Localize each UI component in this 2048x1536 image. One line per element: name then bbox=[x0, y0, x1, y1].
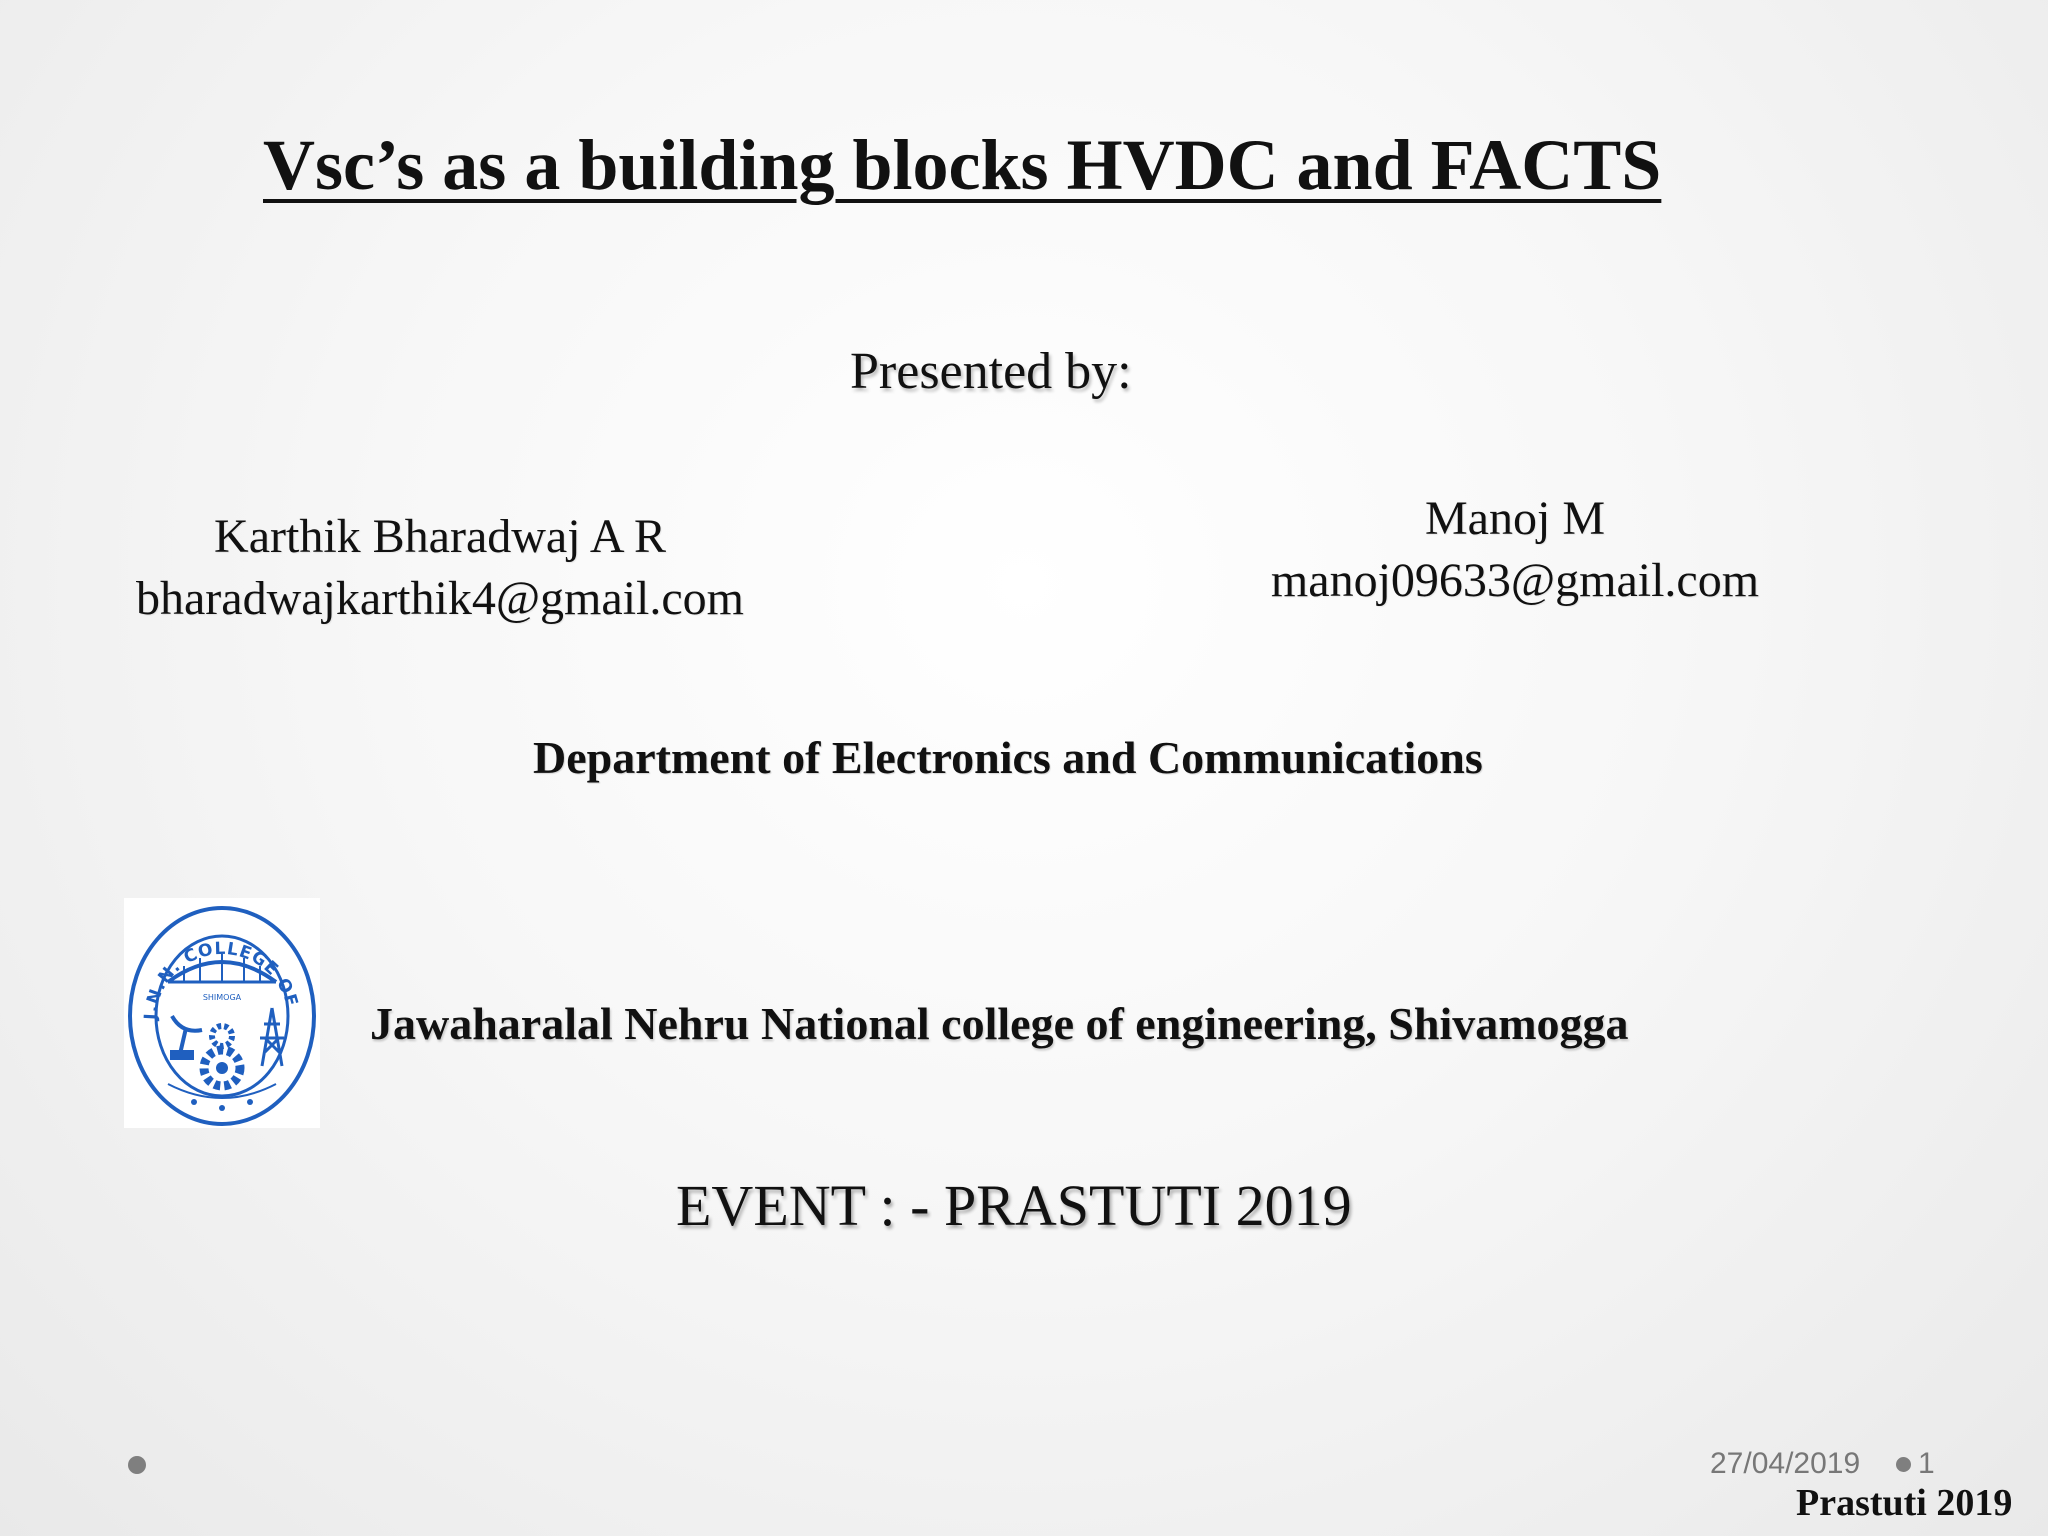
logo-center-text: SHIMOGA bbox=[202, 993, 242, 1002]
presented-by-label: Presented by: bbox=[850, 343, 1132, 400]
college-seal-logo bbox=[124, 898, 320, 1128]
event-title: EVENT : - PRASTUTI 2019 bbox=[676, 1173, 1352, 1238]
logo-ring-text: J.N.N. COLLEGE OF bbox=[140, 938, 302, 1021]
college-seal-icon bbox=[124, 898, 320, 1128]
footer-date: 27/04/2019 bbox=[1710, 1447, 1861, 1480]
college-name: Jawaharalal Nehru National college of engineering, Shivamogga bbox=[370, 998, 1629, 1049]
slide-number: 1 bbox=[1918, 1447, 1935, 1480]
presenter-card-1 bbox=[110, 506, 770, 630]
footer-dot-icon bbox=[1896, 1457, 1911, 1472]
presenter-email: bharadwajkarthik4@gmail.com bbox=[135, 572, 744, 625]
presenter-email: manoj09633@gmail.com bbox=[1270, 554, 1760, 607]
footer-brand: Prastuti 2019 bbox=[1796, 1482, 2013, 1524]
presenter-name: Karthik Bharadwaj A R bbox=[214, 510, 666, 563]
presenter-card-2 bbox=[1230, 488, 1800, 612]
footer-left-dot-icon bbox=[128, 1456, 146, 1474]
department-name: Department of Electronics and Communications bbox=[533, 732, 1483, 783]
slide-title: Vsc’s as a building blocks HVDC and FACTS bbox=[263, 125, 1662, 205]
presenter-name: Manoj M bbox=[1425, 492, 1605, 545]
